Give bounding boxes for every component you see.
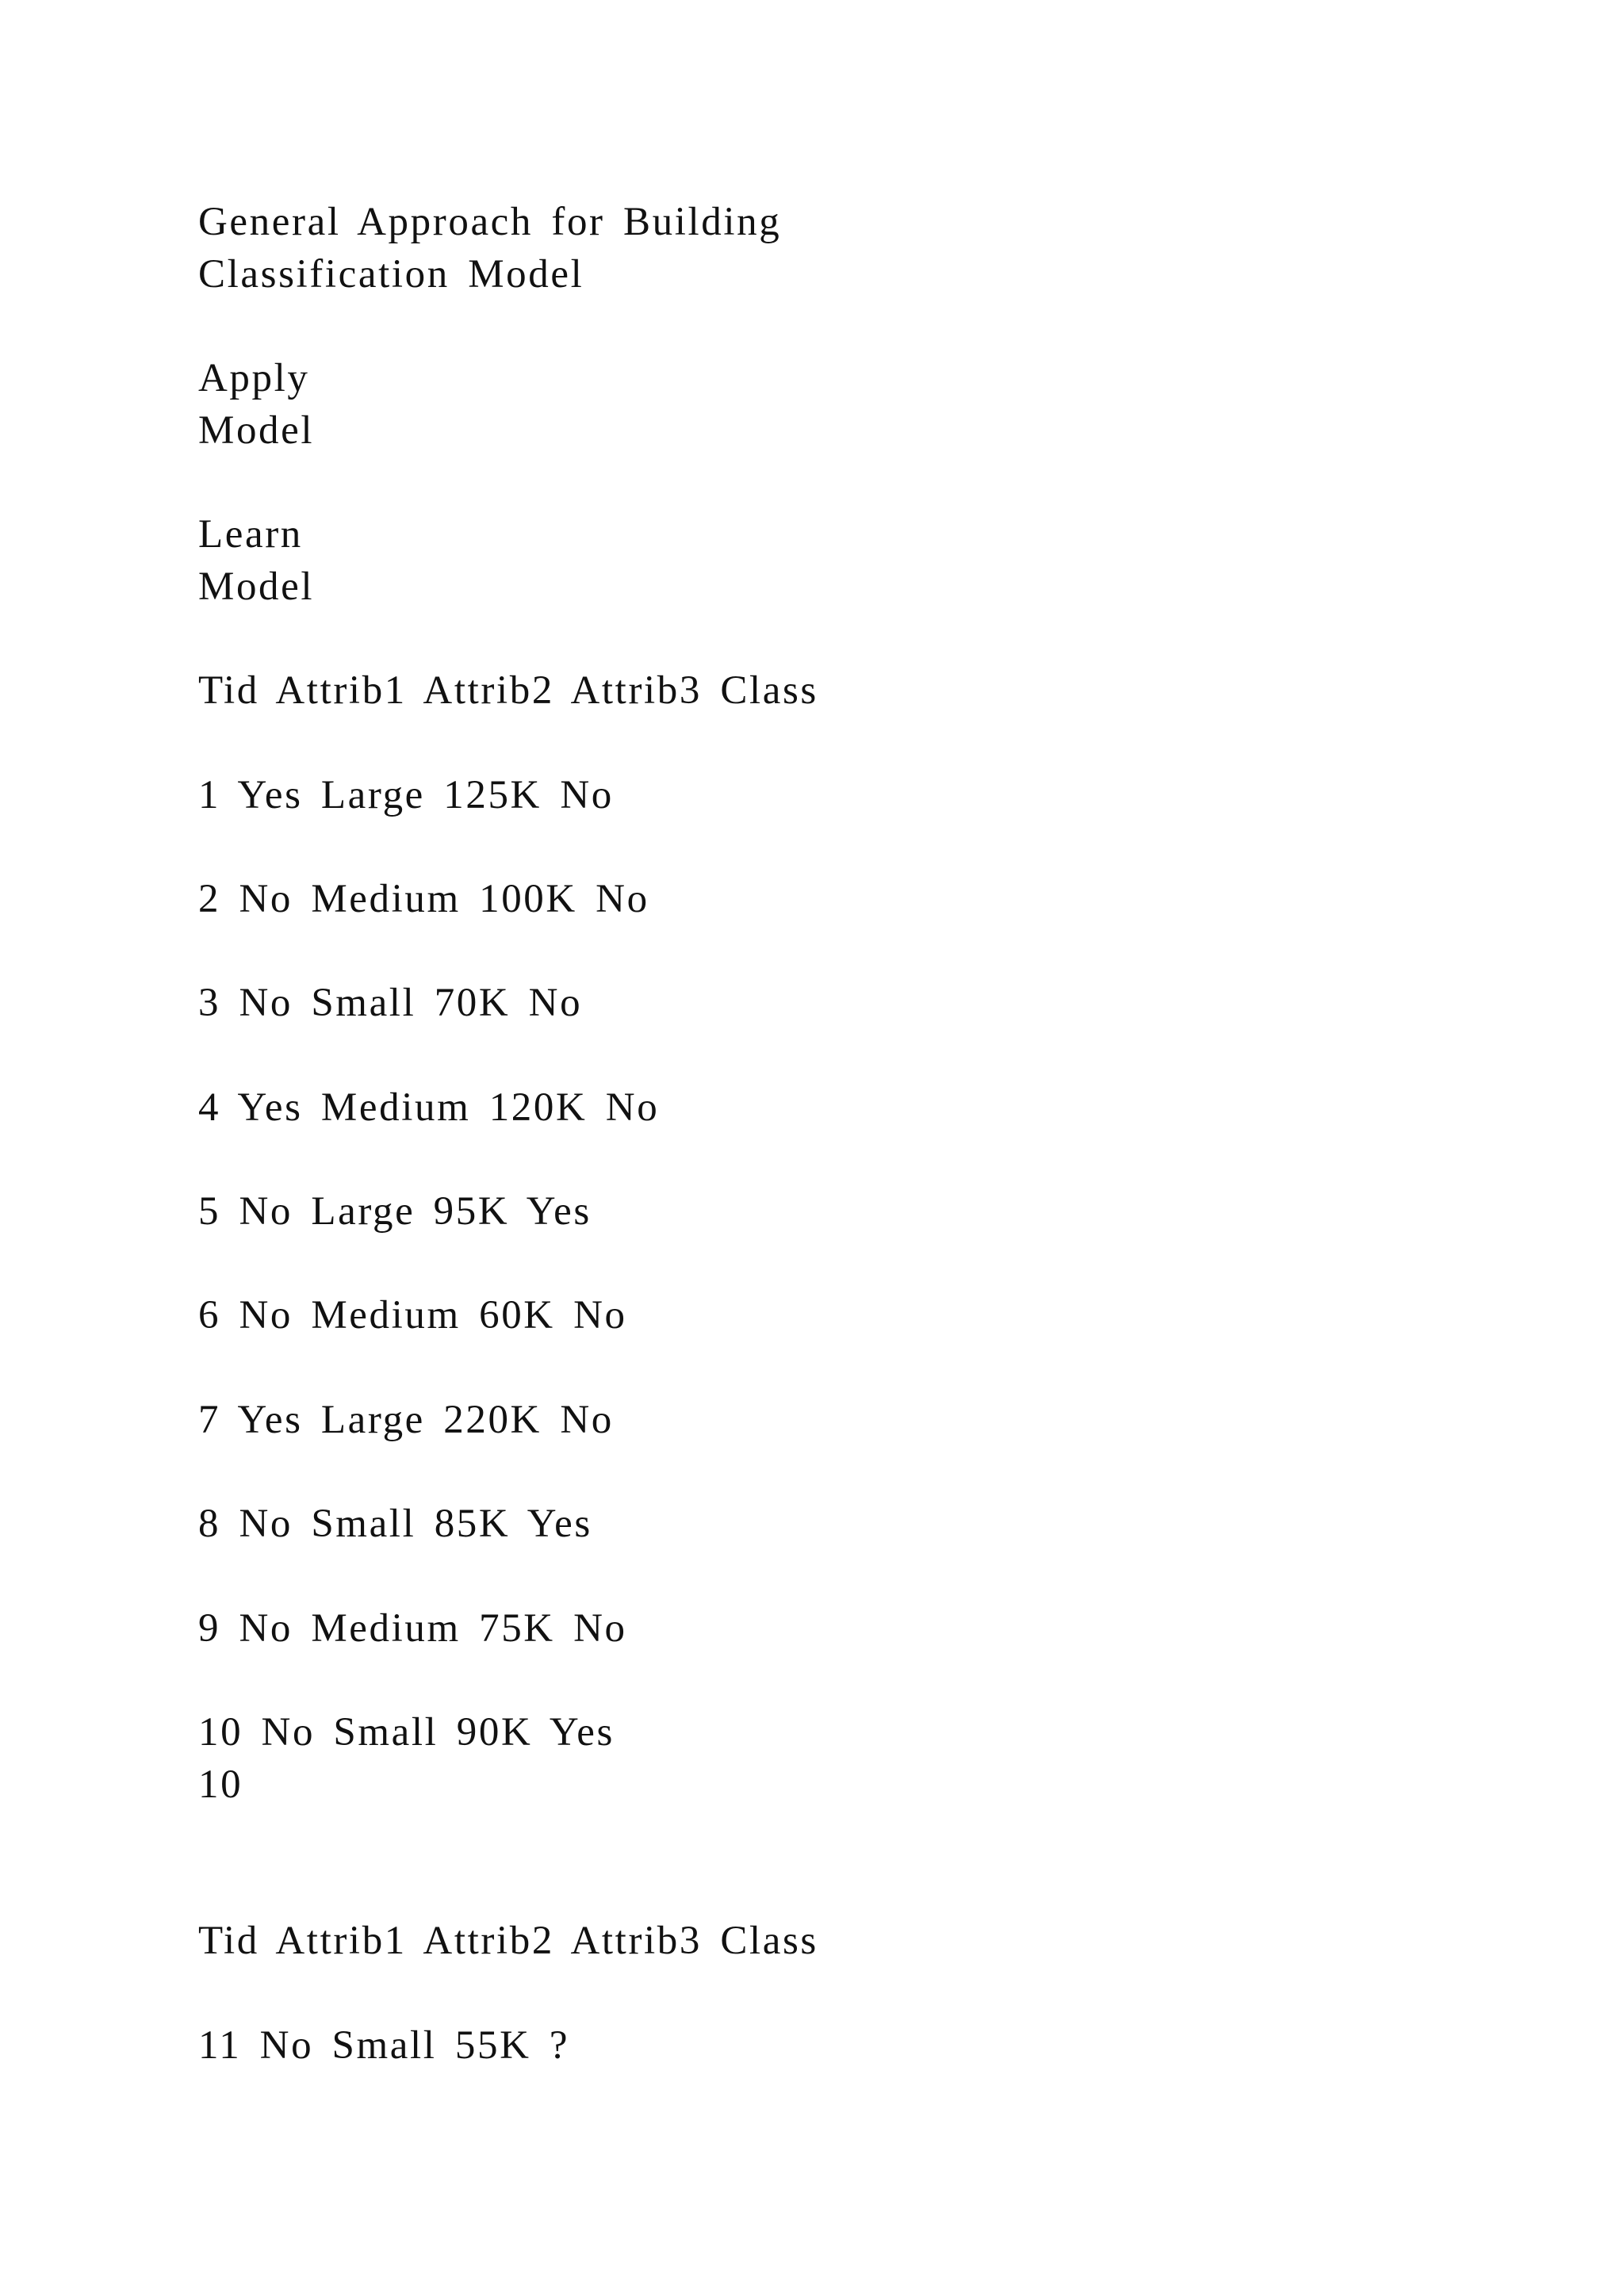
- training-row: 8 No Small 85K Yes: [198, 1502, 592, 1546]
- training-row: 9 No Medium 75K No: [198, 1606, 627, 1651]
- training-row: 10 No Small 90K Yes: [198, 1710, 615, 1755]
- training-row: 6 No Medium 60K No: [198, 1293, 627, 1337]
- training-row: 3 No Small 70K No: [198, 981, 583, 1025]
- title-line-2: Classification Model: [198, 252, 584, 297]
- apply-model-line-2: Model: [198, 408, 315, 453]
- training-row: 5 No Large 95K Yes: [198, 1189, 592, 1234]
- apply-model-line-1: Apply: [198, 356, 310, 400]
- training-set-header: Tid Attrib1 Attrib2 Attrib3 Class: [198, 668, 818, 713]
- learn-model-line-1: Learn: [198, 512, 303, 557]
- title-line-1: General Approach for Building: [198, 200, 782, 244]
- training-trailing-count: 10: [198, 1762, 243, 1807]
- training-row: 2 No Medium 100K No: [198, 877, 649, 921]
- training-row: 7 Yes Large 220K No: [198, 1398, 614, 1442]
- training-row: 1 Yes Large 125K No: [198, 773, 614, 817]
- test-set-header: Tid Attrib1 Attrib2 Attrib3 Class: [198, 1919, 818, 1963]
- learn-model-line-2: Model: [198, 564, 315, 609]
- training-row: 4 Yes Medium 120K No: [198, 1085, 660, 1130]
- test-row: 11 No Small 55K ?: [198, 2023, 570, 2068]
